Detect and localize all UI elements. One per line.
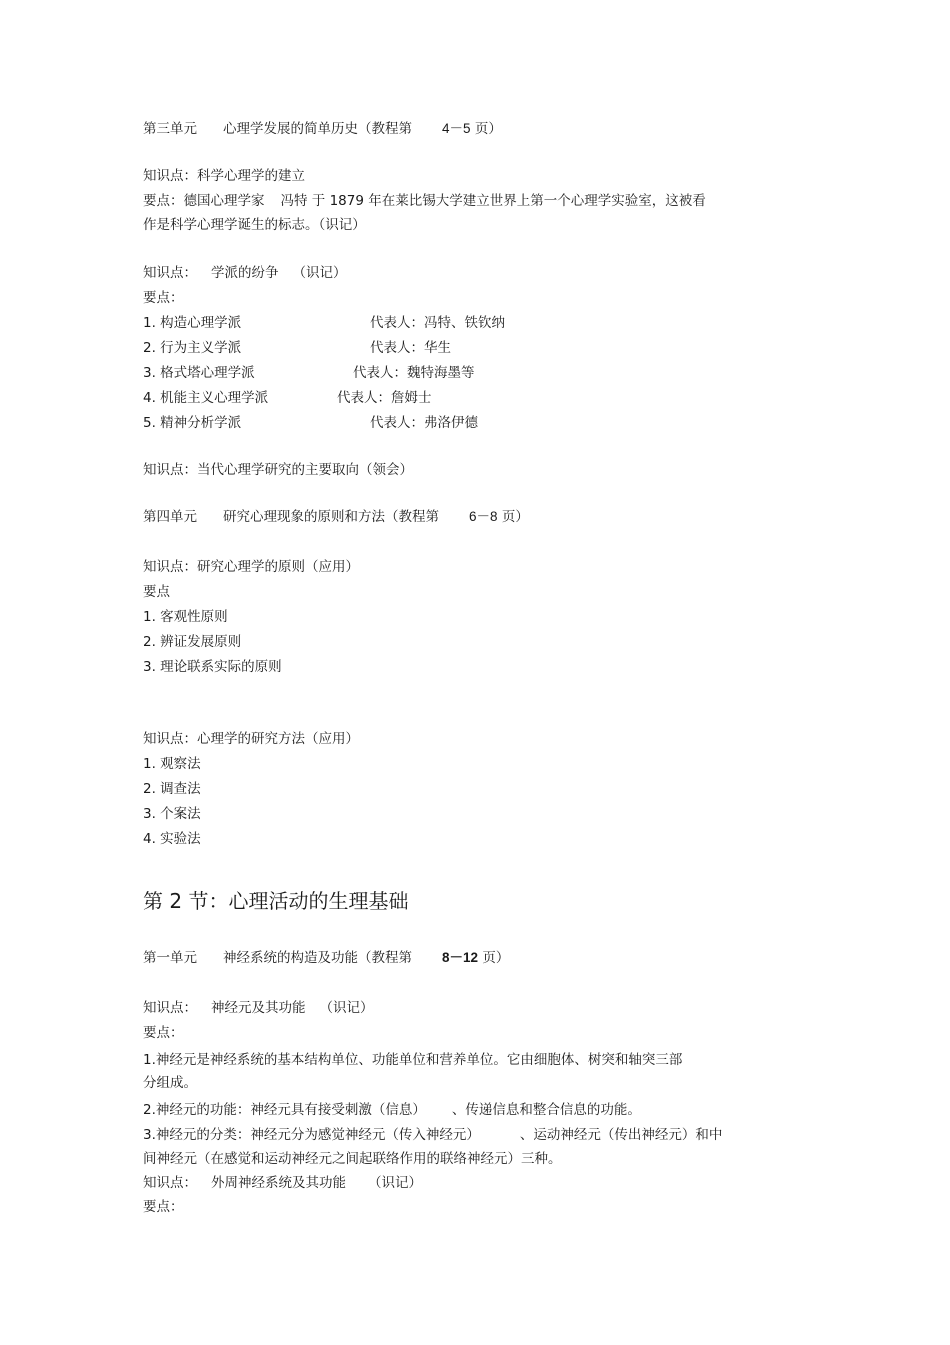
section-title: 第 2 节：心理活动的生理基础 [143, 889, 409, 913]
list-item: 1. 客观性原则 [143, 609, 228, 625]
kp6-points-label: 要点： [143, 1025, 184, 1041]
kp4-label: 知识点：研究心理学的原则（应用） [143, 559, 359, 575]
school-row: 3. 格式塔心理学派 [143, 365, 255, 381]
kp6-point3-line2: 间神经元（在感觉和运动神经元之间起联络作用的联络神经元）三种。 [143, 1151, 562, 1167]
school-row: 2. 行为主义学派 [143, 340, 242, 356]
kp7-label: 知识点： 外周神经系统及其功能 （识记） [143, 1175, 422, 1191]
kp7-points-label: 要点： [143, 1199, 184, 1215]
list-item: 4. 实验法 [143, 831, 201, 847]
unit3-heading: 第三单元 心理学发展的简单历史（教程第 4－5 页） [143, 121, 502, 137]
school-rep: 代表人：弗洛伊德 [370, 415, 478, 431]
school-rep: 代表人：冯特、铁钦纳 [370, 315, 505, 331]
unit1-heading: 第一单元 神经系统的构造及功能（教程第 8－12 页） [143, 950, 510, 966]
school-rep: 代表人：魏特海墨等 [353, 365, 475, 381]
school-rep: 代表人：华生 [370, 340, 451, 356]
kp5-label: 知识点：心理学的研究方法（应用） [143, 731, 359, 747]
list-item: 3. 理论联系实际的原则 [143, 659, 282, 675]
list-item: 2. 调查法 [143, 781, 201, 797]
unit4-heading: 第四单元 研究心理现象的原则和方法（教程第 6－8 页） [143, 509, 529, 525]
kp4-points-label: 要点 [143, 584, 170, 600]
kp1-point-line1: 要点：德国心理学家 冯特 于 1879 年在莱比锡大学建立世界上第一个心理学实验室，这被看 [143, 193, 706, 209]
kp1-point-line2: 作是科学心理学诞生的标志。（识记） [143, 217, 366, 233]
kp6-point1-line1: 1.神经元是神经系统的基本结构单位、功能单位和营养单位。它由细胞体、树突和轴突三部 [143, 1052, 683, 1068]
kp1-label: 知识点：科学心理学的建立 [143, 168, 305, 184]
school-row: 1. 构造心理学派 [143, 315, 242, 331]
kp2-points-label: 要点： [143, 290, 184, 306]
kp6-point2: 2.神经元的功能：神经元具有接受刺激（信息） 、传递信息和整合信息的功能。 [143, 1102, 641, 1118]
list-item: 3. 个案法 [143, 806, 201, 822]
list-item: 2. 辨证发展原则 [143, 634, 242, 650]
school-rep: 代表人：詹姆士 [337, 390, 432, 406]
kp6-label: 知识点： 神经元及其功能 （识记） [143, 1000, 374, 1016]
school-row: 4. 机能主义心理学派 [143, 390, 269, 406]
kp3-label: 知识点：当代心理学研究的主要取向（领会） [143, 462, 413, 478]
school-row: 5. 精神分析学派 [143, 415, 242, 431]
kp6-point1-line2: 分组成。 [143, 1075, 197, 1091]
kp6-point3-line1: 3.神经元的分类：神经元分为感觉神经元（传入神经元） 、运动神经元（传出神经元）和中 [143, 1127, 723, 1143]
list-item: 1. 观察法 [143, 756, 201, 772]
kp2-label: 知识点： 学派的纷争 （识记） [143, 265, 347, 281]
